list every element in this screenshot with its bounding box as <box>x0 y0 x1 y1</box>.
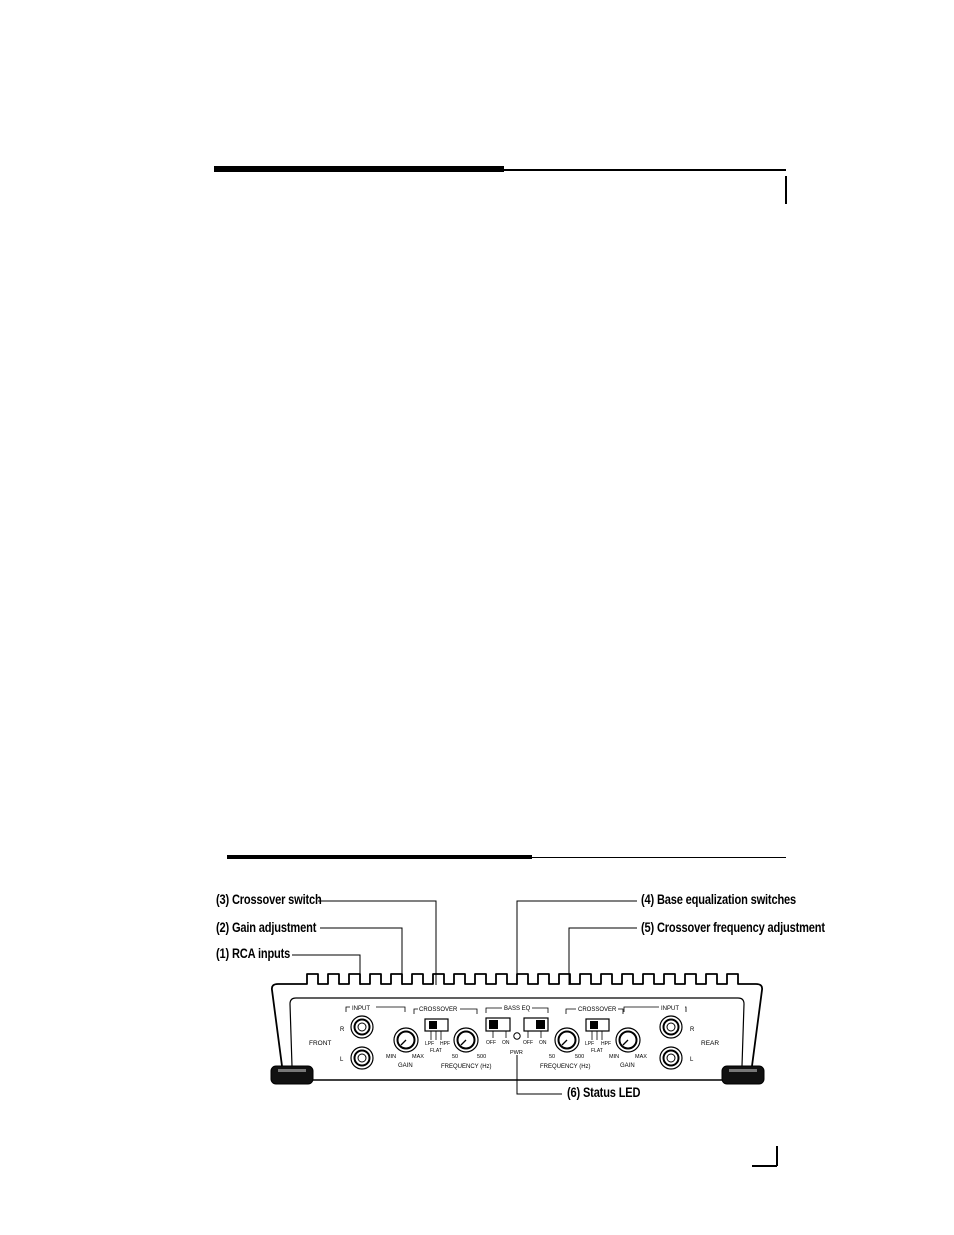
front-gain-knob <box>394 1028 418 1052</box>
front-freq-low: 50 <box>452 1054 459 1060</box>
front-frequency-knob <box>454 1028 478 1052</box>
rear-label: REAR <box>701 1040 720 1047</box>
rear-frequency-label: FREQUENCY (Hz) <box>540 1064 591 1070</box>
front-hpf: HPF <box>440 1041 450 1047</box>
callout-status-led: (6) Status LED <box>567 1085 641 1100</box>
rear-crossover-switch <box>586 1019 609 1040</box>
front-section <box>309 1003 492 1070</box>
left-foot <box>271 1066 313 1084</box>
rear-flat: FLAT <box>591 1048 603 1054</box>
callout-gain-adjustment: (2) Gain adjustment <box>216 920 317 935</box>
front-crossover-label: CROSSOVER <box>419 1007 458 1013</box>
rear-frequency-knob <box>555 1028 579 1052</box>
rear-freq-low: 50 <box>549 1054 556 1060</box>
rca-jack-rear-l <box>660 1047 682 1069</box>
rca-jack-front-l <box>351 1047 373 1069</box>
bass-eq-rear-on: ON <box>539 1040 547 1046</box>
leader-status-led <box>517 1055 562 1094</box>
leader-base-eq <box>517 901 637 985</box>
rear-r-label: R <box>690 1027 695 1033</box>
front-lpf: LPF <box>425 1041 435 1047</box>
front-r-label: R <box>340 1027 345 1033</box>
bass-eq-front-on: ON <box>502 1040 510 1046</box>
callout-rca-inputs: (1) RCA inputs <box>216 946 291 961</box>
rear-lpf: LPF <box>585 1041 595 1047</box>
bass-eq-switch-front <box>486 1018 510 1038</box>
rear-gain-min: MIN <box>609 1054 620 1060</box>
leader-gain <box>320 928 402 985</box>
rear-input-label: INPUT <box>661 1006 679 1012</box>
right-foot <box>722 1066 764 1084</box>
callout-crossover-frequency: (5) Crossover frequency adjustment <box>641 920 825 935</box>
rear-gain-label: GAIN <box>620 1063 635 1069</box>
front-l-label: L <box>340 1057 344 1063</box>
bass-eq-rear-off: OFF <box>523 1040 533 1046</box>
rca-jack-front-r <box>351 1016 373 1038</box>
leader-crossover-switch <box>318 901 436 985</box>
rear-section <box>540 1003 719 1070</box>
rear-hpf: HPF <box>601 1041 611 1047</box>
front-gain-max: MAX <box>412 1054 424 1060</box>
rear-gain-knob <box>616 1028 640 1052</box>
front-crossover-switch <box>425 1019 448 1040</box>
front-frequency-label: FREQUENCY (Hz) <box>441 1064 492 1070</box>
status-led <box>514 1033 520 1039</box>
bass-eq-label: BASS EQ <box>504 1006 531 1012</box>
front-label: FRONT <box>309 1040 332 1047</box>
callout-crossover-switch: (3) Crossover switch <box>216 892 322 907</box>
callout-base-eq-switches: (4) Base equalization switches <box>641 892 797 907</box>
bass-eq-section <box>486 1003 548 1056</box>
rear-freq-high: 500 <box>575 1054 585 1060</box>
bass-eq-switch-rear <box>524 1018 548 1038</box>
rear-gain-max: MAX <box>635 1054 647 1060</box>
rca-jack-rear-r <box>660 1016 682 1038</box>
rear-crossover-label: CROSSOVER <box>578 1007 617 1013</box>
pwr-label: PWR <box>510 1050 523 1056</box>
front-gain-min: MIN <box>386 1054 397 1060</box>
front-input-label: INPUT <box>352 1006 370 1012</box>
front-gain-label: GAIN <box>398 1063 413 1069</box>
front-freq-high: 500 <box>477 1054 487 1060</box>
front-flat: FLAT <box>430 1048 442 1054</box>
rear-l-label: L <box>690 1057 694 1063</box>
bass-eq-front-off: OFF <box>486 1040 496 1046</box>
